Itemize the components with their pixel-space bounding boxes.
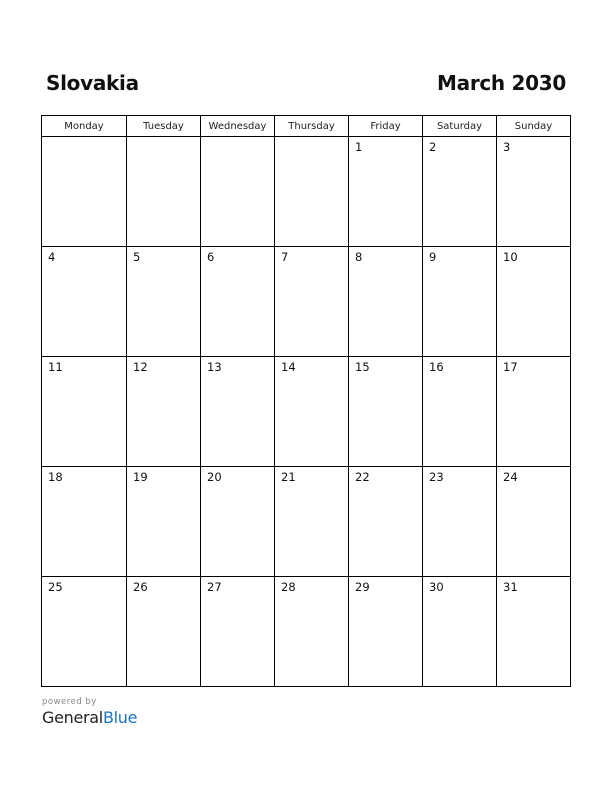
- day-cell: [201, 247, 275, 357]
- day-cell: [275, 467, 349, 577]
- brand-name-general: General: [42, 708, 103, 727]
- day-cell: [497, 467, 571, 577]
- day-cell: [127, 357, 201, 467]
- day-cell: [127, 467, 201, 577]
- day-cell: [497, 577, 571, 687]
- weekday-header: Tuesday: [127, 116, 201, 137]
- day-cell: [423, 577, 497, 687]
- week-row: [42, 247, 571, 357]
- day-number: [201, 137, 274, 140]
- week-row: [42, 467, 571, 577]
- day-number: 17: [503, 360, 518, 374]
- week-row: [42, 577, 571, 687]
- day-number: 8: [355, 250, 363, 264]
- day-number: 3: [503, 140, 511, 154]
- weekday-header: Monday: [42, 116, 127, 137]
- day-number: 27: [207, 580, 222, 594]
- day-cell: [201, 467, 275, 577]
- day-number: 22: [355, 470, 370, 484]
- day-number: 9: [429, 250, 437, 264]
- month-year-title: March 2030: [437, 71, 566, 95]
- day-number: 16: [429, 360, 444, 374]
- day-number: [127, 137, 200, 140]
- day-cell: [349, 577, 423, 687]
- weekday-header: Saturday: [423, 116, 497, 137]
- day-cell: [127, 247, 201, 357]
- day-number: 21: [281, 470, 296, 484]
- day-cell: [275, 577, 349, 687]
- day-number: 4: [48, 250, 56, 264]
- day-number: 31: [503, 580, 518, 594]
- day-number: 29: [355, 580, 370, 594]
- powered-by-label: powered by: [42, 697, 97, 707]
- brand-name-blue: Blue: [102, 708, 138, 727]
- day-cell: [423, 137, 497, 247]
- day-cell: [201, 357, 275, 467]
- day-number: [42, 137, 126, 140]
- weekday-header: Sunday: [497, 116, 571, 137]
- day-number: 6: [207, 250, 215, 264]
- day-cell: [201, 577, 275, 687]
- day-cell: [349, 137, 423, 247]
- generalblue-logo[interactable]: [42, 708, 137, 727]
- day-cell: [497, 137, 571, 247]
- day-cell: [42, 467, 127, 577]
- day-cell: [497, 247, 571, 357]
- day-cell: [42, 247, 127, 357]
- day-cell: [423, 247, 497, 357]
- day-cell: [423, 357, 497, 467]
- day-number: 19: [133, 470, 148, 484]
- footer-branding: [42, 697, 137, 727]
- day-number: 28: [281, 580, 296, 594]
- day-number: 13: [207, 360, 222, 374]
- day-number: 23: [429, 470, 444, 484]
- day-number: 24: [503, 470, 518, 484]
- day-cell: [275, 137, 349, 247]
- day-number: 20: [207, 470, 222, 484]
- weekday-header: Friday: [349, 116, 423, 137]
- day-cell: [423, 467, 497, 577]
- day-cell: [42, 137, 127, 247]
- weekday-header-row: [42, 116, 571, 137]
- day-cell: [497, 357, 571, 467]
- country-title: Slovakia: [46, 71, 139, 95]
- day-cell: [275, 357, 349, 467]
- day-number: 1: [355, 140, 363, 154]
- day-cell: [201, 137, 275, 247]
- day-number: 18: [48, 470, 63, 484]
- day-cell: [42, 357, 127, 467]
- day-cell: [42, 577, 127, 687]
- day-number: 25: [48, 580, 63, 594]
- day-number: 30: [429, 580, 444, 594]
- week-row: [42, 357, 571, 467]
- day-number: [275, 137, 348, 140]
- day-number: 10: [503, 250, 518, 264]
- day-cell: [127, 577, 201, 687]
- day-number: 5: [133, 250, 141, 264]
- day-cell: [127, 137, 201, 247]
- weekday-header: Thursday: [275, 116, 349, 137]
- day-number: 11: [48, 360, 63, 374]
- day-number: 7: [281, 250, 289, 264]
- calendar-grid: [41, 115, 571, 687]
- weekday-header: Wednesday: [201, 116, 275, 137]
- day-number: 26: [133, 580, 148, 594]
- day-cell: [349, 357, 423, 467]
- day-cell: [349, 247, 423, 357]
- day-cell: [349, 467, 423, 577]
- day-cell: [275, 247, 349, 357]
- day-number: 15: [355, 360, 370, 374]
- week-row: [42, 137, 571, 247]
- day-number: 14: [281, 360, 296, 374]
- day-number: 12: [133, 360, 148, 374]
- day-number: 2: [429, 140, 437, 154]
